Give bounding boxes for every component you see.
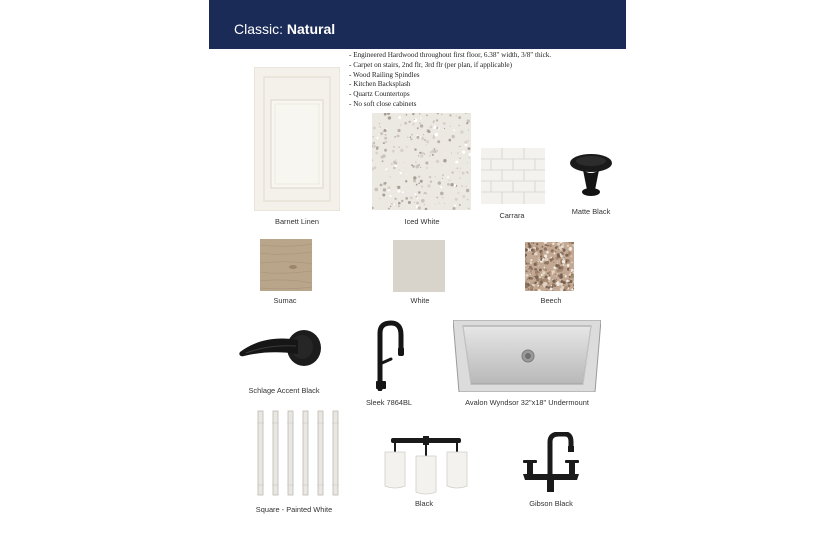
sumac-label: Sumac [273, 296, 297, 305]
sumac-floor-swatch [260, 239, 312, 291]
spindles-image [256, 409, 342, 497]
kitchen-faucet-image [367, 319, 407, 391]
cabinet-label: Barnett Linen [275, 217, 319, 226]
backsplash-label: Carrara [499, 211, 525, 220]
cabinet-door-image [254, 67, 340, 211]
hardware-label: Matte Black [571, 207, 611, 216]
feature-list [349, 51, 551, 110]
countertop-label: Iced White [404, 217, 440, 226]
finish-sheet [209, 0, 626, 539]
beech-swatch [525, 242, 574, 291]
feature-item: - Quartz Countertops [349, 90, 410, 99]
feature-item: - Carpet on stairs, 2nd flr, 3rd flr (per plan, if applicable) [349, 60, 512, 69]
countertop-swatch [372, 113, 471, 210]
sink-label: Avalon Wyndsor 32"x18" Undermount [465, 398, 589, 407]
sink-image [453, 320, 601, 392]
backsplash-tile-image [481, 148, 545, 204]
header-banner [209, 0, 626, 49]
feature-item: - No soft close cabinets [349, 99, 417, 108]
lever-handle-image [236, 322, 326, 370]
title-collection: Natural [286, 21, 336, 37]
page-title [234, 21, 335, 37]
spindles-label: Square - Painted White [255, 505, 333, 514]
vanity-light-image [381, 434, 471, 498]
white-tile-label: White [410, 296, 430, 305]
feature-item: - Kitchen Backsplash [349, 80, 411, 89]
faucet-label: Sleek 7864BL [365, 398, 413, 407]
beech-label: Beech [540, 296, 562, 305]
knob-image [567, 152, 615, 200]
bath-faucet-label: Gibson Black [529, 499, 573, 508]
feature-item: - Engineered Hardwood throughout first floor, 6.38" width, 3/8" thick. [349, 51, 552, 59]
bath-faucet-image [521, 432, 581, 496]
white-tile-swatch [393, 240, 445, 292]
title-prefix: Classic: [234, 21, 287, 37]
vanity-light-label: Black [414, 499, 434, 508]
feature-item: - Wood Railing Spindles [349, 70, 420, 79]
lever-label: Schlage Accent Black [248, 386, 320, 395]
